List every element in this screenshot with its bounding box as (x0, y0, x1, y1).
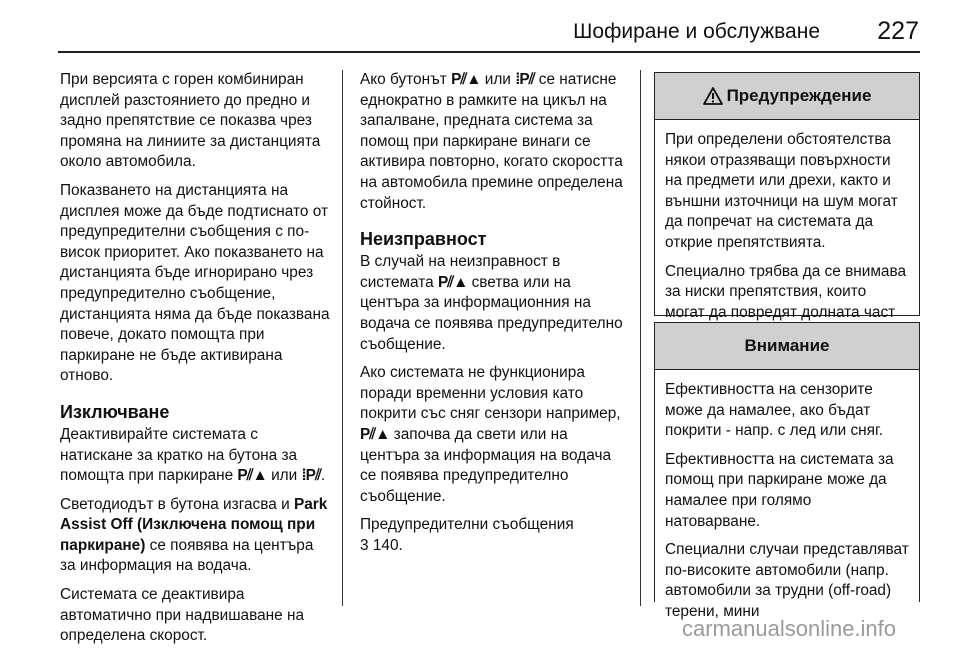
paragraph: Ако системата не функционира поради временни условия като покрити със сняг сензори например, P⫽▲ започва да свети или на центъра за информация на водача се появява предупредително съобщение. (360, 364, 621, 505)
column-divider (342, 70, 343, 606)
page-title: Шофиране и обслужване (573, 20, 820, 43)
paragraph: Предупредителни съобщения 3 140. (360, 516, 574, 554)
paragraph: Деактивирайте системата с натискане за кратко на бутона за помощта при паркиране P⫽▲ или ⁞P⫽. (60, 425, 326, 485)
paragraph: Специално трябва да се внимава за ниски препятствия, които могат да повредят долната част (665, 262, 907, 321)
warning-box-header (655, 73, 919, 120)
paragraph: При определени обстоятелства някои отразяващи повърхности на предмети или дрехи, както и външни източници на шум могат да попречат на системата да открие препятствията. (665, 131, 898, 251)
section-heading-fault: Неизправност (360, 229, 487, 250)
paragraph: При версията с горен комбиниран дисплей разстоянието до предно и задно препятствие се показва чрез промяна на линиите за дистанцията около автомобила. (60, 71, 321, 171)
caution-box-header (655, 323, 919, 370)
page-number: 227 (877, 17, 919, 45)
park-assist-icon: P⫽▲ (237, 467, 267, 485)
front-park-assist-icon: ⁞P⫽ (515, 71, 535, 88)
paragraph: Специални случаи представляват по-високите автомобили (напр. автомобили за трудни (off-road) терени, мини (665, 541, 909, 620)
park-assist-icon: P⫽▲ (451, 71, 481, 88)
caution-box-title: Внимание (744, 336, 830, 355)
column-left (60, 70, 332, 655)
caution-box (654, 322, 920, 620)
warning-box (654, 72, 920, 321)
column-middle (360, 70, 630, 564)
park-assist-icon: P⫽▲ (360, 425, 390, 443)
paragraph: Системата се деактивира автоматично при надвишаване на определена скорост. (60, 586, 305, 645)
paragraph: Показването на дистанцията на дисплея може да бъде подтиснато от предупредителни съобщения с по-висок приоритет. Ако показването на дистанцията бъде игнорирано чрез предупредително съобщение, дистанцията няма да бъде показвана повече, докато помощта при паркиране не бъде активирана отново. (60, 181, 330, 385)
paragraph: Ако бутонът P⫽▲ или ⁞P⫽ се натисне еднократно в рамките на цикъл на запалване, предната система за помощ при паркиране винаги се активира повторно, когато скоростта на автомобила премине определена стойност. (360, 71, 623, 212)
park-assist-icon: P⫽▲ (437, 273, 468, 291)
paragraph: Светодиодът в бутона изгасва и Park Assist Off (Изключена помощ при паркиране) се появява на центъра за информация на водача. (60, 495, 328, 575)
column-divider (640, 70, 641, 606)
paragraph: Ефективността на сензорите може да намалее, ако бъдат покрити - напр. с лед или сняг. (665, 381, 884, 440)
warning-box-title: Предупреждение (726, 86, 872, 105)
page-header (0, 0, 960, 52)
front-park-assist-icon: ⁞P⫽ (301, 467, 321, 485)
status-message: Park Assist Off (Изключена помощ при паркиране) (60, 495, 328, 554)
warning-icon (703, 87, 723, 105)
caution-box-body (655, 370, 919, 639)
reference-arrow-icon: 3 (360, 536, 369, 554)
paragraph: В случай на неизправност в системата P⫽▲ светва или на центъра за информационния на водача се появява предупредително съобщение. (360, 253, 623, 353)
paragraph: Ефективността на системата за помощ при паркиране може да намалее при голямо натоварване. (665, 450, 894, 530)
section-heading-off: Изключване (60, 401, 170, 422)
page-reference-link[interactable]: 3 140. (360, 536, 403, 554)
watermark: carmanualsonline.info (682, 616, 897, 641)
header-rule (58, 51, 920, 53)
